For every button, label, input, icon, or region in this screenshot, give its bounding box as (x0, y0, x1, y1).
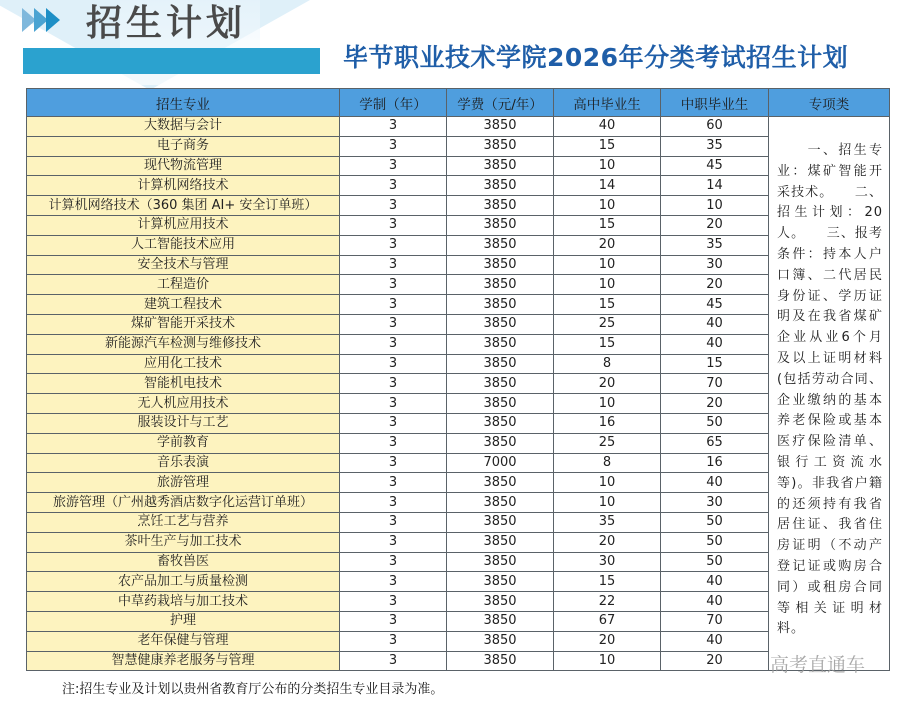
header-fee: 学费（元/年） (447, 89, 554, 117)
cell-vocational: 50 (661, 552, 769, 572)
cell-years: 3 (340, 433, 447, 453)
cell-fee: 3850 (447, 394, 554, 414)
cell-vocational: 40 (661, 334, 769, 354)
cell-major: 建筑工程技术 (27, 295, 340, 315)
cell-fee: 3850 (447, 512, 554, 532)
cell-vocational: 45 (661, 295, 769, 315)
cell-high-school: 15 (554, 136, 661, 156)
cell-fee: 3850 (447, 314, 554, 334)
cell-years: 3 (340, 552, 447, 572)
cell-years: 3 (340, 255, 447, 275)
header-special-category: 专项类 (769, 89, 890, 117)
cell-vocational: 40 (661, 473, 769, 493)
cell-vocational: 30 (661, 493, 769, 513)
cell-major: 计算机网络技术（360 集团 AI+ 安全订单班） (27, 196, 340, 216)
cell-fee: 3850 (447, 572, 554, 592)
cell-years: 3 (340, 275, 447, 295)
cell-fee: 3850 (447, 295, 554, 315)
cell-high-school: 40 (554, 117, 661, 137)
cell-major: 中草药栽培与加工技术 (27, 592, 340, 612)
cell-fee: 3850 (447, 651, 554, 671)
cell-major: 音乐表演 (27, 453, 340, 473)
cell-major: 人工智能技术应用 (27, 235, 340, 255)
cell-years: 3 (340, 631, 447, 651)
cell-years: 3 (340, 413, 447, 433)
chevron-right-icon (22, 8, 58, 32)
cell-high-school: 10 (554, 275, 661, 295)
cell-years: 3 (340, 374, 447, 394)
table-row (27, 413, 890, 433)
cell-years: 3 (340, 532, 447, 552)
table-row (27, 314, 890, 334)
table-row (27, 354, 890, 374)
table-row (27, 295, 890, 315)
header-high-school: 高中毕业生 (554, 89, 661, 117)
page-title: 毕节职业技术学院2026年分类考试招生计划 (343, 43, 849, 72)
cell-fee: 3850 (447, 117, 554, 137)
cell-vocational: 40 (661, 314, 769, 334)
cell-vocational: 20 (661, 215, 769, 235)
table-row (27, 453, 890, 473)
table-row (27, 433, 890, 453)
cell-major: 无人机应用技术 (27, 394, 340, 414)
cell-major: 计算机应用技术 (27, 215, 340, 235)
cell-years: 3 (340, 314, 447, 334)
cell-major: 新能源汽车检测与维修技术 (27, 334, 340, 354)
cell-high-school: 10 (554, 255, 661, 275)
cell-vocational: 16 (661, 453, 769, 473)
cell-years: 3 (340, 156, 447, 176)
cell-fee: 3850 (447, 611, 554, 631)
footnote: 注:招生专业及计划以贵州省教育厅公布的分类招生专业目录为准。 (62, 682, 444, 697)
cell-high-school: 10 (554, 394, 661, 414)
cell-years: 3 (340, 453, 447, 473)
cell-high-school: 10 (554, 473, 661, 493)
table-row (27, 255, 890, 275)
cell-high-school: 8 (554, 453, 661, 473)
cell-years: 3 (340, 295, 447, 315)
table-row (27, 334, 890, 354)
cell-high-school: 22 (554, 592, 661, 612)
cell-major: 学前教育 (27, 433, 340, 453)
cell-high-school: 30 (554, 552, 661, 572)
cell-major: 农产品加工与质量检测 (27, 572, 340, 592)
cell-years: 3 (340, 512, 447, 532)
cell-vocational: 14 (661, 176, 769, 196)
cell-vocational: 60 (661, 117, 769, 137)
cell-vocational: 50 (661, 512, 769, 532)
cell-years: 3 (340, 493, 447, 513)
table-row (27, 235, 890, 255)
cell-years: 3 (340, 215, 447, 235)
header-major: 招生专业 (27, 89, 340, 117)
table-row (27, 215, 890, 235)
cell-fee: 3850 (447, 275, 554, 295)
cell-years: 3 (340, 117, 447, 137)
cell-vocational: 10 (661, 196, 769, 216)
cell-major: 工程造价 (27, 275, 340, 295)
cell-vocational: 50 (661, 532, 769, 552)
cell-major: 智能机电技术 (27, 374, 340, 394)
chevron-icon-3 (46, 8, 60, 32)
cell-high-school: 20 (554, 631, 661, 651)
cell-high-school: 10 (554, 196, 661, 216)
cell-fee: 3850 (447, 196, 554, 216)
cell-high-school: 10 (554, 493, 661, 513)
cell-major: 大数据与会计 (27, 117, 340, 137)
section-title: 招生计划 (86, 3, 247, 44)
cell-fee: 3850 (447, 156, 554, 176)
cell-vocational: 70 (661, 611, 769, 631)
cell-years: 3 (340, 651, 447, 671)
cell-high-school: 67 (554, 611, 661, 631)
cell-major: 安全技术与管理 (27, 255, 340, 275)
table-row (27, 552, 890, 572)
cell-vocational: 70 (661, 374, 769, 394)
cell-years: 3 (340, 196, 447, 216)
cell-years: 3 (340, 176, 447, 196)
cell-fee: 3850 (447, 354, 554, 374)
cell-major: 智慧健康养老服务与管理 (27, 651, 340, 671)
table-row (27, 394, 890, 414)
cell-high-school: 15 (554, 334, 661, 354)
table-row (27, 136, 890, 156)
table-row (27, 117, 890, 137)
cell-years: 3 (340, 611, 447, 631)
cell-fee: 3850 (447, 374, 554, 394)
table-row (27, 611, 890, 631)
table-row (27, 493, 890, 513)
enrollment-plan-table (26, 88, 890, 671)
table-row (27, 473, 890, 493)
cell-vocational: 35 (661, 235, 769, 255)
cell-high-school: 16 (554, 413, 661, 433)
cell-fee: 3850 (447, 552, 554, 572)
cell-high-school: 15 (554, 295, 661, 315)
table-row (27, 176, 890, 196)
table-row (27, 592, 890, 612)
cell-fee: 3850 (447, 235, 554, 255)
cell-vocational: 50 (661, 413, 769, 433)
cell-major: 煤矿智能开采技术 (27, 314, 340, 334)
cell-major: 现代物流管理 (27, 156, 340, 176)
cell-high-school: 10 (554, 651, 661, 671)
cell-vocational: 45 (661, 156, 769, 176)
decorative-band (23, 48, 320, 74)
cell-major: 旅游管理 (27, 473, 340, 493)
cell-years: 3 (340, 235, 447, 255)
cell-major: 旅游管理（广州越秀酒店数字化运营订单班） (27, 493, 340, 513)
cell-fee: 3850 (447, 493, 554, 513)
cell-major: 茶叶生产与加工技术 (27, 532, 340, 552)
cell-years: 3 (340, 394, 447, 414)
cell-major: 烹饪工艺与营养 (27, 512, 340, 532)
cell-fee: 3850 (447, 433, 554, 453)
cell-high-school: 15 (554, 215, 661, 235)
watermark: 高考直通车 (770, 654, 866, 676)
table-row (27, 156, 890, 176)
cell-high-school: 14 (554, 176, 661, 196)
table-row (27, 374, 890, 394)
cell-fee: 3850 (447, 255, 554, 275)
cell-vocational: 40 (661, 631, 769, 651)
cell-high-school: 20 (554, 532, 661, 552)
cell-high-school: 25 (554, 314, 661, 334)
cell-fee: 7000 (447, 453, 554, 473)
cell-major: 畜牧兽医 (27, 552, 340, 572)
cell-high-school: 25 (554, 433, 661, 453)
cell-major: 电子商务 (27, 136, 340, 156)
cell-high-school: 20 (554, 235, 661, 255)
table-row (27, 512, 890, 532)
cell-vocational: 40 (661, 572, 769, 592)
cell-major: 老年保健与管理 (27, 631, 340, 651)
cell-major: 计算机网络技术 (27, 176, 340, 196)
cell-fee: 3850 (447, 215, 554, 235)
cell-high-school: 35 (554, 512, 661, 532)
table-row (27, 275, 890, 295)
cell-high-school: 10 (554, 156, 661, 176)
cell-vocational: 30 (661, 255, 769, 275)
cell-years: 3 (340, 473, 447, 493)
cell-vocational: 40 (661, 592, 769, 612)
cell-major: 护理 (27, 611, 340, 631)
cell-fee: 3850 (447, 631, 554, 651)
cell-years: 3 (340, 572, 447, 592)
cell-vocational: 20 (661, 275, 769, 295)
cell-high-school: 8 (554, 354, 661, 374)
table-header-row (27, 89, 890, 117)
cell-fee: 3850 (447, 592, 554, 612)
cell-high-school: 15 (554, 572, 661, 592)
cell-vocational: 35 (661, 136, 769, 156)
cell-fee: 3850 (447, 413, 554, 433)
cell-fee: 3850 (447, 532, 554, 552)
cell-vocational: 65 (661, 433, 769, 453)
cell-years: 3 (340, 354, 447, 374)
cell-fee: 3850 (447, 176, 554, 196)
table-row (27, 532, 890, 552)
table-row (27, 631, 890, 651)
header-years: 学制（年） (340, 89, 447, 117)
cell-years: 3 (340, 592, 447, 612)
table-row (27, 196, 890, 216)
table-row (27, 651, 890, 671)
cell-vocational: 20 (661, 651, 769, 671)
cell-vocational: 15 (661, 354, 769, 374)
cell-fee: 3850 (447, 136, 554, 156)
cell-major: 应用化工技术 (27, 354, 340, 374)
cell-major: 服装设计与工艺 (27, 413, 340, 433)
cell-fee: 3850 (447, 334, 554, 354)
cell-high-school: 20 (554, 374, 661, 394)
special-category-description: 一、招生专业：煤矿智能开采技术。 二、招生计划：20人。 三、报考条件：持本人户口簿、二代居民身份证、学历证明及在我省煤矿企业从业6个月及以上证明材料(包括劳动合同、企业缴纳的基本养老保险或基本医疗保险清单、银行工资流水等)。非我省户籍的还须持有我省居住证、我省住房证明（不动产登记证或购房合同）或租房合同等相关证明材料。 (769, 117, 890, 671)
cell-vocational: 20 (661, 394, 769, 414)
cell-years: 3 (340, 334, 447, 354)
header-vocational: 中职毕业生 (661, 89, 769, 117)
cell-years: 3 (340, 136, 447, 156)
table-row (27, 572, 890, 592)
cell-fee: 3850 (447, 473, 554, 493)
